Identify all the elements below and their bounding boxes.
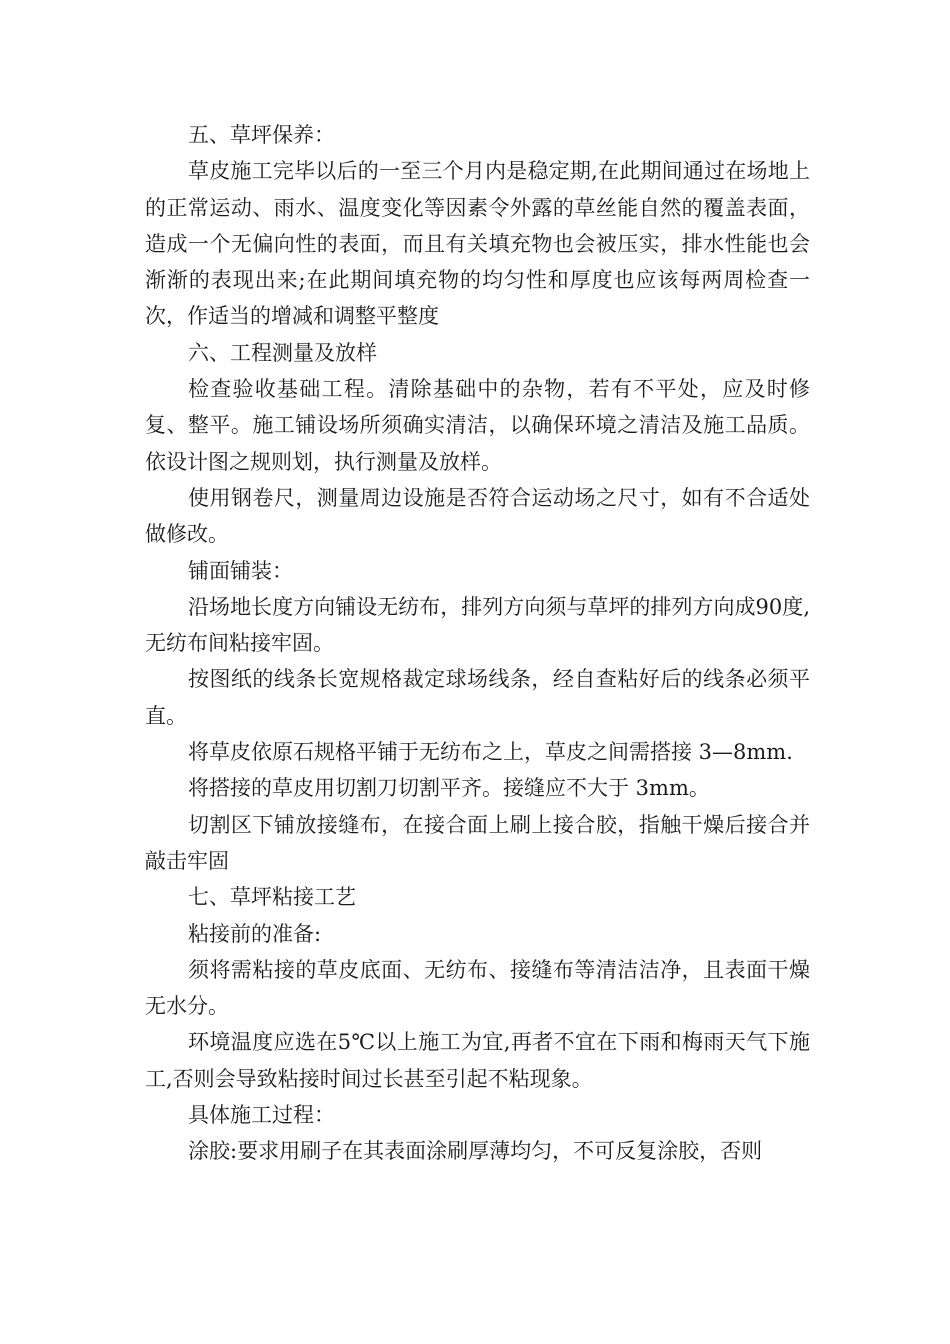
section-heading-survey-layout: 六、工程测量及放样 xyxy=(188,340,377,365)
document-body xyxy=(145,117,810,1170)
paragraph-clean-surfaces: 须将需粘接的草皮底面、无纺布、接缝布等清洁洁净，且表面干燥无水分。 xyxy=(145,957,810,1019)
subheading-surface-paving: 铺面铺装： xyxy=(188,558,293,583)
paragraph-stabilization-period: 草皮施工完毕以后的一至三个月内是稳定期,在此期间通过在场地上的正常运动、雨水、温度变化等因素令外露的草丝能自然的覆盖表面，造成一个无偏向性的表面，而且有关填充物也会被压实，排水性能也会渐渐的表现出来;在此期间填充物的均匀性和厚度也应该每两周检查一次，作适当的增减和调整平整度 xyxy=(145,159,810,329)
paragraph-cut-seams: 将搭接的草皮用切割刀切割平齐。接缝应不大于 3mm。 xyxy=(188,776,710,801)
subheading-construction-process: 具体施工过程： xyxy=(188,1103,335,1128)
paragraph-temperature: 环境温度应选在5℃以上施工为宜,再者不宜在下雨和梅雨天气下施工,否则会导致粘接时间过长甚至引起不粘现象。 xyxy=(145,1030,810,1091)
section-heading-bonding-process: 七、草坪粘接工艺 xyxy=(188,885,356,910)
paragraph-inspect-foundation: 检查验收基础工程。清除基础中的杂物，若有不平处，应及时修复、整平。施工铺设场所须确实清洁，以确保环境之清洁及施工品质。依设计图之规则划，执行测量及放样。 xyxy=(145,377,810,474)
paragraph-seam-tape: 切割区下铺放接缝布，在接合面上刷上接合胶，指触干燥后接合并敲击牢固 xyxy=(145,812,810,873)
subheading-preparation: 粘接前的准备: xyxy=(188,921,322,946)
paragraph-turf-overlap: 将草皮依原石规格平铺于无纺布之上，草皮之间需搭接 3—8mm. xyxy=(188,740,793,765)
section-heading-lawn-maintenance: 五、草坪保养： xyxy=(188,123,335,147)
paragraph-court-lines: 按图纸的线条长宽规格裁定球场线条，经自查粘好后的线条必须平直。 xyxy=(145,667,810,728)
paragraph-steel-tape-measure: 使用钢卷尺，测量周边设施是否符合运动场之尺寸，如有不合适处做修改。 xyxy=(145,485,810,547)
paragraph-glue-application: 涂胶:要求用刷子在其表面涂刷厚薄均匀，不可反复涂胶，否则 xyxy=(188,1139,763,1164)
paragraph-nonwoven-fabric: 沿场地长度方向铺设无纺布，排列方向须与草坪的排列方向成90度,无纺布间粘接牢固。 xyxy=(145,594,810,656)
